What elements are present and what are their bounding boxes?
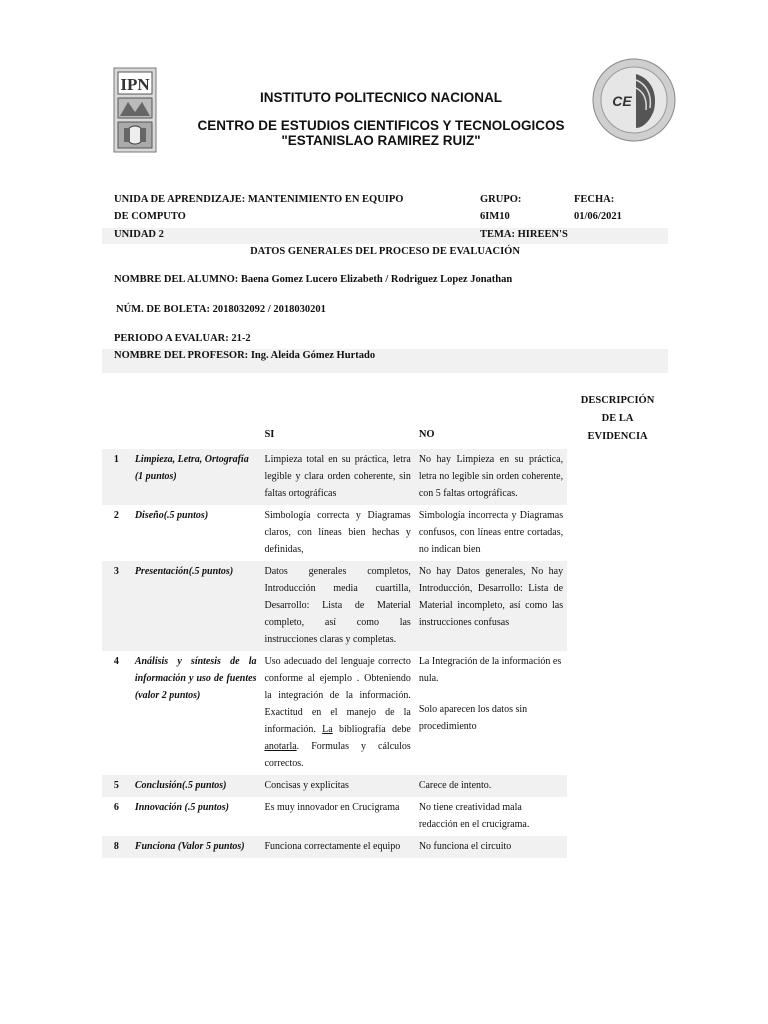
row-number: 3 [102, 561, 131, 651]
boleta-label: NÚM. DE BOLETA: [116, 304, 211, 315]
section-title-row [102, 246, 668, 262]
rubric-table [102, 390, 668, 858]
si-text-a: Uso adecuado del lenguaje correcto conforme al ejemplo . Obteniendo la integración de la información. Exactitud en el manejo de la información. [264, 656, 411, 735]
periodo: PERIODO A EVALUAR: 21-2 [114, 333, 251, 344]
row-criterion: Innovación (.5 puntos) [134, 802, 229, 813]
row-criterion: Funciona (Valor 5 puntos) [131, 836, 261, 858]
header-si: SI [264, 429, 275, 440]
grupo-value: 6IM10 [480, 211, 510, 222]
row-number: 4 [113, 656, 119, 667]
header-desc-line1: DESCRIPCIÓN [580, 395, 655, 406]
alumno-label: NOMBRE DEL ALUMNO: [114, 274, 239, 285]
row-evidence [567, 797, 668, 836]
row-si: Es muy innovador en Crucigrama [264, 802, 400, 813]
cecyt-seal [592, 58, 676, 142]
unidad-row-2 [102, 211, 668, 227]
row-no: No hay Limpieza en su práctica, letra no legible sin orden coherente, con 5 faltas ortográficas. [415, 449, 567, 505]
center-title [180, 118, 582, 148]
table-row [102, 836, 668, 858]
no-text-b: Solo aparecen los datos sin procedimiento [418, 704, 528, 732]
row-si: Limpieza total en su práctica, letra legible y clara orden coherente, sin faltas ortográficas [260, 449, 414, 505]
table-row [102, 561, 668, 651]
table-row [102, 449, 668, 505]
si-text-b: bibliografía debe [339, 724, 411, 735]
header-desc-line3: EVIDENCIA [587, 431, 648, 442]
row-si: Concisas y explicitas [260, 775, 414, 797]
unidad-aprendizaje: UNIDA DE APRENDIZAJE: MANTENIMIENTO EN EQUIPO [114, 194, 404, 205]
row-number: 1 [102, 449, 131, 505]
row-no [415, 651, 567, 775]
row-number: 8 [102, 836, 131, 858]
si-underline-la: La [322, 724, 333, 735]
row-number: 6 [113, 802, 119, 813]
row-criterion: Presentación(.5 puntos) [131, 561, 261, 651]
row-number: 5 [102, 775, 131, 797]
table-header-row [102, 390, 668, 449]
si-underline-anotarla: anotarla [264, 741, 297, 752]
center-title-line1: CENTRO DE ESTUDIOS CIENTIFICOS Y TECNOLOGICOS [197, 118, 565, 133]
unidad2-row [102, 228, 668, 244]
grupo-label: GRUPO: [480, 194, 522, 205]
row-no: Carece de intento. [415, 775, 567, 797]
unidad-aprendizaje-cont: DE COMPUTO [114, 211, 186, 222]
profesor-line [114, 350, 375, 361]
header-no: NO [418, 429, 435, 440]
row-evidence [567, 505, 668, 561]
alumno-line [114, 274, 512, 285]
row-criterion: Conclusión(.5 puntos) [131, 775, 261, 797]
table-row [102, 505, 668, 561]
periodo-row [102, 333, 668, 349]
svg-text:CE: CE [612, 93, 632, 109]
row-evidence [567, 449, 668, 505]
row-no: No tiene creatividad mala redacción en el crucigrama. [418, 802, 530, 830]
alumno-row [102, 274, 668, 290]
svg-text:IPN: IPN [120, 75, 150, 94]
header-desc-line2: DE LA [601, 413, 634, 424]
unidad-row-1 [102, 194, 668, 210]
fecha-label: FECHA: [574, 194, 615, 205]
profesor-row [102, 349, 668, 373]
header-descripcion [567, 390, 668, 449]
row-evidence [567, 775, 668, 797]
fecha-value: 01/06/2021 [574, 211, 622, 222]
row-si: Datos generales completos, Introducción media cuartilla, Desarrollo: Lista de Material completo, así como las instrucciones claras y completas. [260, 561, 414, 651]
row-evidence [567, 836, 668, 858]
row-no: No funciona el circuito [415, 836, 567, 858]
alumno-value: Baena Gomez Lucero Elizabeth / Rodriguez Lopez Jonathan [240, 274, 513, 285]
boleta-value: 2018032092 / 2018030201 [212, 304, 326, 315]
row-no: No hay Datos generales, No hay Introducción, Desarrollo: Lista de Material incompleto, así como las instrucciones confusas [415, 561, 567, 651]
row-evidence [567, 651, 668, 775]
ipn-logo [108, 66, 162, 154]
institute-title: INSTITUTO POLITECNICO NACIONAL [260, 90, 502, 105]
tema: TEMA: HIREEN'S [480, 229, 568, 240]
row-si [260, 651, 414, 775]
boleta-row [102, 304, 668, 320]
row-criterion: Diseño(.5 puntos) [134, 510, 209, 521]
row-si: Simbología correcta y Diagramas claros, con líneas bien hechas y definidas, [264, 510, 411, 555]
no-text-a: La Integración de la información es nula. [418, 656, 562, 684]
profesor-label: NOMBRE DEL PROFESOR: [114, 350, 249, 361]
si-text-c: . Formulas y cálculos correctos. [264, 741, 411, 769]
unidad2: UNIDAD 2 [114, 229, 164, 240]
row-no: Simbología incorrecta y Diagramas confusos, con líneas entre cortadas, no indican bien [418, 510, 564, 555]
center-title-line2: "ESTANISLAO RAMIREZ RUIZ" [281, 133, 481, 148]
profesor-value: Ing. Aleida Gómez Hurtado [250, 350, 376, 361]
boleta-line [116, 304, 326, 315]
row-si: Funciona correctamente el equipo [260, 836, 414, 858]
table-row [102, 775, 668, 797]
row-criterion: Limpieza, Letra, Ortografía (1 puntos) [131, 449, 261, 505]
row-number: 2 [113, 510, 119, 521]
table-row [102, 797, 668, 836]
section-title: DATOS GENERALES DEL PROCESO DE EVALUACIÓN [250, 246, 520, 257]
table-row [102, 651, 668, 775]
row-criterion: Análisis y síntesis de la información y uso de fuentes (valor 2 puntos) [134, 656, 257, 701]
row-evidence [567, 561, 668, 651]
